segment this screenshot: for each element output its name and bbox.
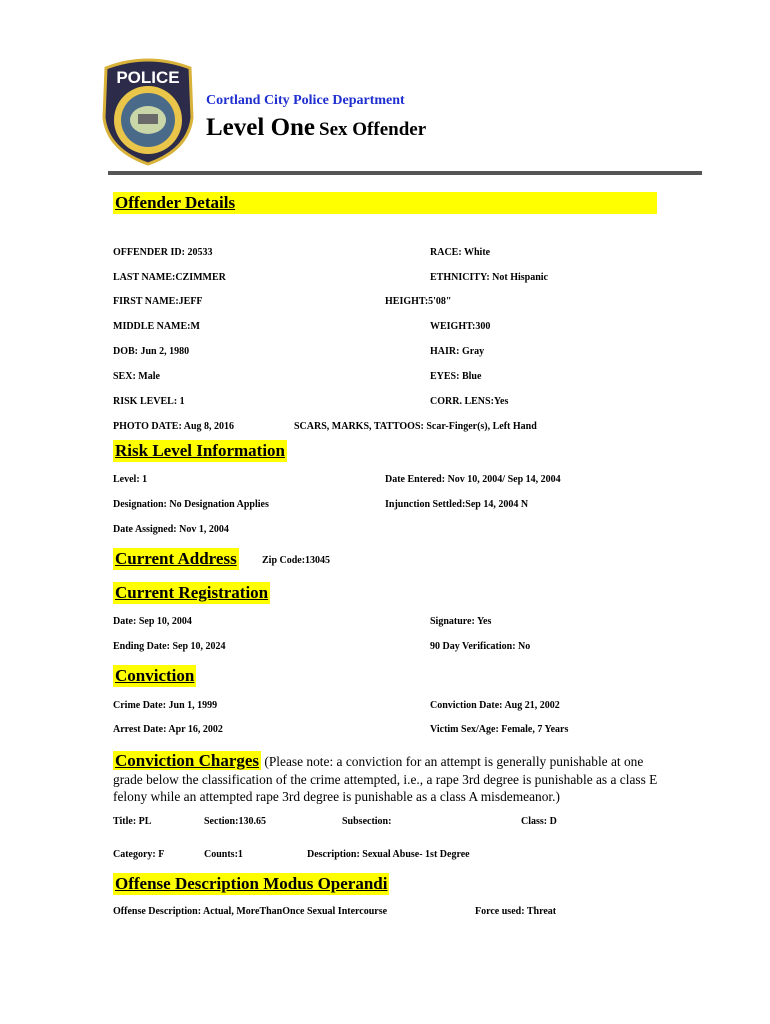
- svg-text:POLICE: POLICE: [116, 68, 180, 87]
- risk-level-value: Level: 1: [113, 474, 148, 485]
- offender-type-label: Sex Offender: [319, 119, 427, 140]
- header-divider: [108, 171, 702, 175]
- first-name: FIRST NAME:JEFF: [113, 296, 203, 307]
- corr-lens: CORR. LENS:Yes: [430, 396, 509, 407]
- middle-name: MIDDLE NAME:M: [113, 321, 200, 332]
- charge-category: Category: F: [113, 849, 165, 860]
- race: RACE: White: [430, 247, 491, 258]
- current-registration-heading: Current Registration: [115, 583, 269, 602]
- hair: HAIR: Gray: [430, 346, 485, 357]
- date-entered: Date Entered: Nov 10, 2004/ Sep 14, 2004: [385, 474, 561, 485]
- conviction-heading: Conviction: [115, 666, 195, 685]
- ending-date: Ending Date: Sep 10, 2024: [113, 641, 226, 652]
- charge-counts: Counts:1: [204, 849, 243, 860]
- eyes: EYES: Blue: [430, 371, 482, 382]
- dob: DOB: Jun 2, 1980: [113, 346, 190, 357]
- conviction-charges-note: (Please note: a conviction for an attempt is generally punishable at one grade below the classification of the crime attempted, i.e., a rape 3rd degree is punishable as a class E felony while an attempted rape 3rd degree is punishable as a class A misdemeanor.): [113, 754, 658, 804]
- signature: Signature: Yes: [430, 616, 492, 627]
- height: HEIGHT:5'08": [385, 296, 452, 307]
- registration-date: Date: Sep 10, 2004: [113, 616, 192, 627]
- conviction-charges-block: [113, 752, 673, 806]
- level-label: Level One: [206, 114, 316, 141]
- current-address-heading: Current Address: [115, 549, 237, 568]
- sex: SEX: Male: [113, 371, 160, 382]
- last-name: LAST NAME:CZIMMER: [113, 272, 226, 283]
- victim-sex-age: Victim Sex/Age: Female, 7 Years: [430, 724, 569, 735]
- offender-details-heading: Offender Details: [113, 192, 657, 214]
- injunction-settled: Injunction Settled:Sep 14, 2004 N: [385, 499, 529, 510]
- charge-subsection: Subsection:: [342, 816, 392, 827]
- zip-code: Zip Code:13045: [262, 555, 331, 566]
- ethnicity: ETHNICITY: Not Hispanic: [430, 272, 548, 283]
- date-assigned: Date Assigned: Nov 1, 2004: [113, 524, 229, 535]
- charge-title: Title: PL: [113, 816, 152, 827]
- charge-class: Class: D: [521, 816, 557, 827]
- charge-section: Section:130.65: [204, 816, 266, 827]
- offense-description: Offense Description: Actual, MoreThanOnce Sexual Intercourse: [113, 906, 388, 917]
- arrest-date: Arrest Date: Apr 16, 2002: [113, 724, 223, 735]
- risk-level: RISK LEVEL: 1: [113, 396, 185, 407]
- charge-description: Description: Sexual Abuse- 1st Degree: [307, 849, 470, 860]
- verification: 90 Day Verification: No: [430, 641, 531, 652]
- offense-description-heading: Offense Description Modus Operandi: [115, 874, 388, 893]
- police-badge-logo: [100, 58, 196, 166]
- scars-marks-tattoos: SCARS, MARKS, TATTOOS: Scar-Finger(s), Left Hand: [294, 421, 537, 432]
- force-used: Force used: Threat: [475, 906, 557, 917]
- conviction-charges-heading: Conviction Charges: [115, 751, 260, 770]
- offender-id: OFFENDER ID: 20533: [113, 247, 213, 258]
- weight: WEIGHT:300: [430, 321, 491, 332]
- crime-date: Crime Date: Jun 1, 1999: [113, 700, 218, 711]
- page-title: [206, 114, 426, 142]
- risk-level-heading: Risk Level Information: [115, 441, 285, 460]
- department-name: Cortland City Police Department: [206, 93, 405, 108]
- photo-date: PHOTO DATE: Aug 8, 2016: [113, 421, 235, 432]
- conviction-date: Conviction Date: Aug 21, 2002: [430, 700, 560, 711]
- designation: Designation: No Designation Applies: [113, 499, 269, 510]
